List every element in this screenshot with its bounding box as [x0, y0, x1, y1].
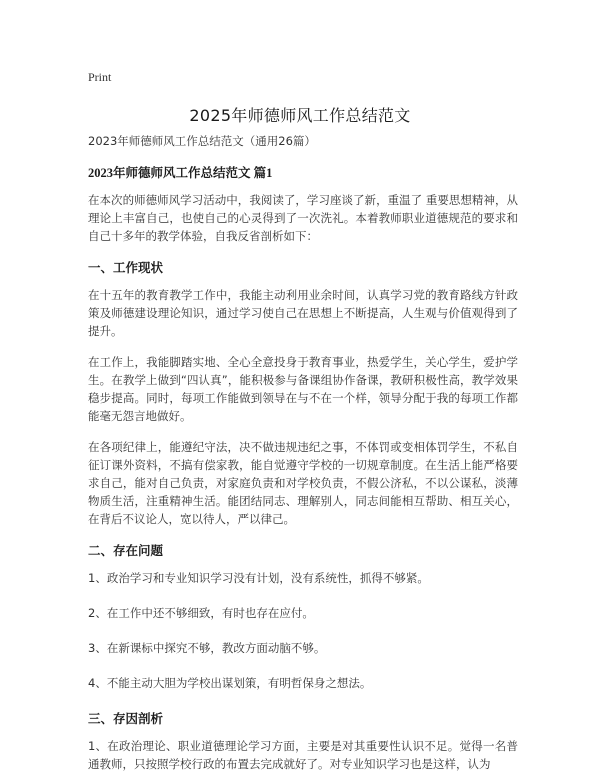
article-subtitle: 2023年师德师风工作总结范文（通用26篇）	[88, 134, 316, 148]
paragraph: 在各项纪律上，能遵纪守法，决不做违规违纪之事，不体罚或变相体罚学生，不私自征订课外资料，不搞有偿家教，能自觉遵守学校的一切规章制度。在生活上能严格要求自己，能对自己负责，对家庭负责和对学校负责，不假公济私，不以公谋私，淡薄物质生活，注重精神生活。能团结同志、理解别人，同志间能相互帮助、相互关心，在背后不议论人，宽以待人，严以律己。	[88, 440, 518, 526]
list-item: 1、政治学习和专业知识学习没有计划，没有系统性，抓得不够紧。	[88, 571, 429, 585]
section-heading-problems: 二、存在问题	[88, 544, 164, 558]
list-item: 3、在新课标中探究不够，教改方面动脑不够。	[88, 641, 326, 655]
article-heading: 2023年师德师风工作总结范文 篇1	[88, 166, 273, 180]
paragraph: 1、在政治理论、职业道德理论学习方面，主要是对其重要性认识不足。觉得一名普通教师，只按照学校行政的布置去完成就好了。对专业知识学习也是这样，认为	[88, 739, 518, 771]
section-heading-analysis: 三、存因剖析	[88, 712, 164, 726]
paragraph: 在工作上，我能脚踏实地、全心全意投身于教育事业，热爱学生，关心学生，爱护学生。在教学上做到“四认真”，能积极参与备课组协作备课，教研积极性高，教学效果稳步提高。同时，每项工作能做到领导在与不在一个样，领导分配于我的每项工作都能毫无怨言地做好。	[88, 355, 518, 423]
intro-paragraph: 在本次的师德师风学习活动中，我阅读了，学习座谈了新，重温了 重要思想精神，从理论上丰富自己，也使自己的心灵得到了一次洗礼。本着教师职业道德规范的要求和自己十多年的教学体验，自我反省剖析如下：	[88, 193, 518, 243]
section-heading-status: 一、工作现状	[88, 261, 164, 275]
paragraph: 在十五年的教育教学工作中，我能主动利用业余时间，认真学习党的教育路线方针政策及师德建设理论知识，通过学习使自己在思想上不断提高，人生观与价值观得到了提升。	[88, 288, 518, 338]
list-item: 4、不能主动大胆为学校出谋划策，有明哲保身之想法。	[88, 676, 372, 690]
list-item: 2、在工作中还不够细致，有时也存在应付。	[88, 606, 314, 620]
page-title: 2025年师德师风工作总结范文	[189, 106, 411, 125]
print-link[interactable]: Print	[88, 70, 112, 84]
article-body	[88, 133, 518, 776]
